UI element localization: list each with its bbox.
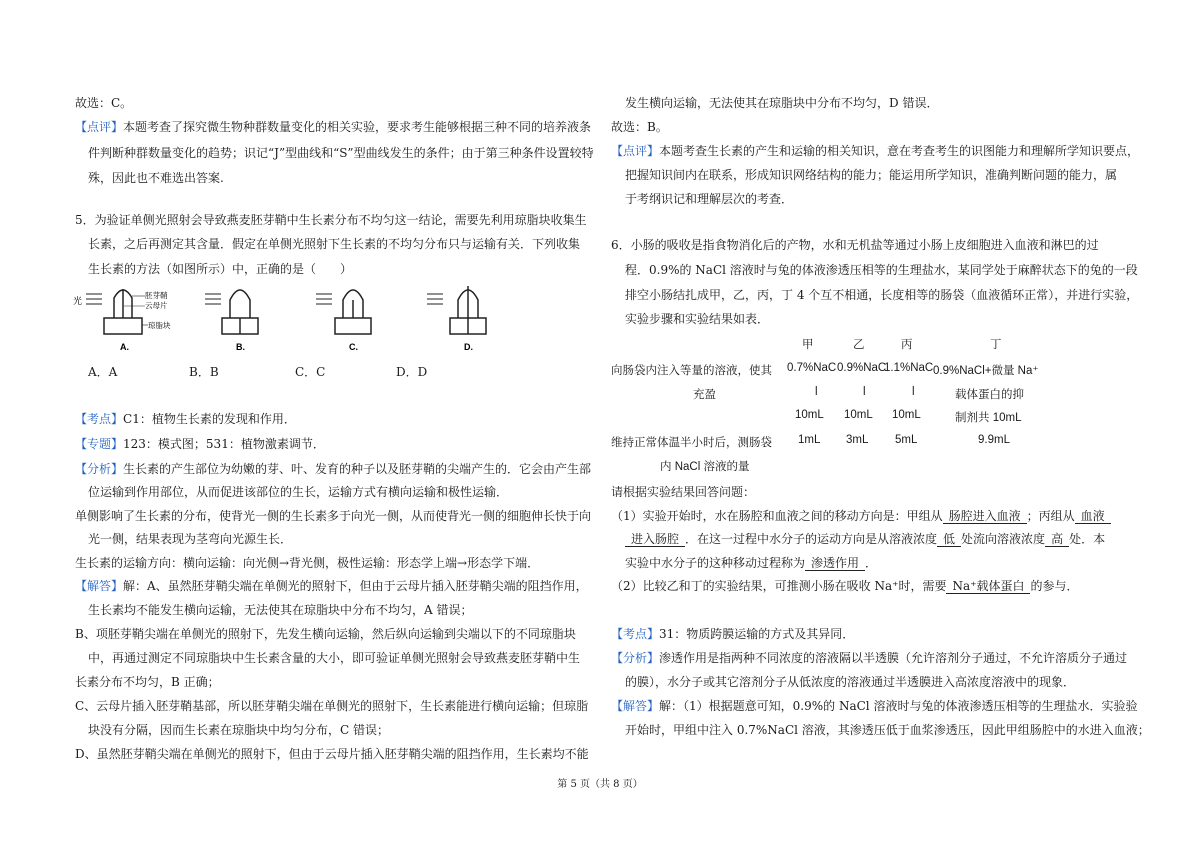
text: 处流向溶液浓度 (961, 532, 1046, 546)
comment-tag: 【点评】 (75, 120, 124, 134)
figure-d (427, 286, 486, 352)
answer-1-line-2 (625, 531, 1105, 547)
blank-answer: 渗透作用 (805, 556, 865, 571)
figure-letter-b: B. (236, 342, 245, 352)
text: ．在这一过程中水分子的运动方向是从溶液浓度 (685, 532, 938, 546)
figure-a (73, 289, 171, 352)
figure-letter-d: D. (464, 342, 473, 352)
table-header-jia: 甲 (802, 339, 814, 351)
table-cell: 10mL (892, 409, 921, 421)
r-comment-line-2: 把握知识间内在联系，形成知识网络结构的能力；能运用所学知识，准确判断问题的能力，属 (625, 168, 1118, 182)
r-fenxi-line-1 (611, 650, 1127, 666)
text: （1）实验开始时，水在肠腔和血液之间的移动方向是：甲组从 (611, 509, 943, 523)
comment-line-2: 件判断种群数量变化的趋势；识记“J”型曲线和“S”型曲线发生的条件；由于第三种条件设置较特 (88, 146, 594, 160)
question-5-line-1: 5．为验证单侧光照射会导致燕麦胚芽鞘中生长素分布不均匀这一结论，需要先利用琼脂块收集生 (75, 213, 587, 227)
blank-answer: 高 (1045, 532, 1069, 547)
table-cell: l (912, 386, 915, 398)
r-kaodian-line (611, 626, 854, 642)
table-row-2-label: 维持正常体温半小时后，测肠袋 (611, 437, 772, 449)
d-line-1: D、虽然胚芽鞘尖端在单侧光的照射下，但由于云母片插入胚芽鞘尖端的阻挡作用，生长素均不能 (75, 747, 589, 761)
table-cell: 1mL (798, 434, 821, 446)
text: ． (865, 556, 878, 570)
q6-line-1: 6．小肠的吸收是指食物消化后的产物，水和无机盐等通过小肠上皮细胞进入血液和淋巴的过 (611, 238, 1099, 252)
r-kaodian-tag: 【考点】 (611, 627, 660, 641)
r-fenxi-line-2: 的膜），水分子或其它溶剂分子从低浓度的溶液通过半透膜进入高浓度溶液中的现象． (625, 675, 1076, 689)
para-1-line-2: 光一侧，结果表现为茎弯向光源生长． (88, 532, 293, 546)
prompt-line: 请根据实验结果回答问题： (611, 485, 756, 499)
table-cell: 0.9%NaCl+微量 Na⁺ (933, 365, 1039, 377)
c-line-2: 块没有分隔，因而生长素在琼脂块中均匀分布，C 错误； (88, 723, 389, 737)
q6-line-4: 实验步骤和实验结果如表． (625, 312, 770, 326)
r-fenxi-text: 渗透作用是指两种不同浓度的溶液隔以半透膜（允许溶剂分子通过，不允许溶质分子通过 (659, 651, 1128, 665)
r-kaodian-text: 31：物质跨膜运输的方式及其异同． (659, 627, 855, 641)
para-2-line: 生长素的运输方向：横向运输：向光侧→背光侧，极性运输：形态学上端→形态学下端． (75, 556, 540, 570)
r-line-1: 发生横向运输，无法使其在琼脂块中分布不均匀，D 错误． (625, 96, 939, 110)
comment-line-3: 殊，因此也不难选出答案. (88, 171, 224, 185)
page-footer: 第 5 页（共 8 页） (557, 779, 643, 790)
question-5-line-2: 长素，之后再测定其含量．假定在单侧光照射下生长素的不均匀分布只与运输有关．下列收集 (88, 237, 581, 251)
blank-answer: 血液 (1075, 509, 1111, 524)
blank-answer: 肠腔进入血液 (943, 509, 1027, 524)
option-a: A．A (88, 365, 118, 379)
r-fenxi-tag: 【分析】 (611, 651, 660, 665)
label-mica: 云母片 (145, 301, 168, 310)
jieda-tag: 【解答】 (75, 579, 124, 593)
table-cell: 0.7%NaC (787, 362, 837, 374)
kaodian-tag: 【考点】 (75, 412, 124, 426)
answer-2-line (611, 578, 1078, 594)
kaodian-text: C1：植物生长素的发现和作用． (123, 412, 296, 426)
table-row-1-label-2: 充盈 (693, 389, 716, 401)
coleoptile-figure (70, 284, 500, 354)
c-line-1: C、云母片插入胚芽鞘基部，所以胚芽鞘尖端在单侧光的照射下，生长素能进行横向运输；但琼脂 (75, 699, 589, 713)
light-label: 光 (73, 296, 83, 306)
table-cell: 3mL (846, 434, 869, 446)
table-cell: 10mL (795, 409, 824, 421)
text: 实验中水分子的这种移动过程称为 (625, 556, 806, 570)
table-cell: 5mL (895, 434, 918, 446)
text: ；丙组从 (1026, 509, 1075, 523)
text: 处．本 (1069, 532, 1106, 546)
table-row-1-label: 向肠袋内注入等量的溶液，使其 (611, 365, 772, 377)
zhuanti-text: 123：模式图；531：植物激素调节． (123, 437, 325, 451)
table-cell: 载体蛋白的抑 (955, 389, 1024, 401)
table-cell: 1.1%NaC (884, 362, 934, 374)
figure-letter-c: C. (349, 342, 358, 352)
table-cell: l (815, 386, 818, 398)
comment-text: 本题考查了探究微生物种群数量变化的相关实验，要求考生能够根据三种不同的培养液条 (123, 120, 592, 134)
zhuanti-tag: 【专题】 (75, 437, 124, 451)
table-row-2-label-2: 内 NaCl 溶液的量 (660, 461, 750, 473)
r-comment-tag: 【点评】 (611, 144, 660, 158)
b-line-1: B、项胚芽鞘尖端在单侧光的照射下，先发生横向运输，然后纵向运输到尖端以下的不同琼脂块 (75, 627, 576, 641)
comment-line-1 (75, 119, 591, 135)
q6-line-2: 程．0.9%的 NaCl 溶液时与兔的体液渗透压相等的生理盐水，某同学处于麻醉状态下的兔的一段 (625, 263, 1138, 277)
option-b: B．B (189, 365, 219, 379)
blank-answer: Na⁺载体蛋白 (946, 579, 1030, 594)
r-jieda-line-2: 开始时，甲组中注入 0.7%NaCl 溶液，其渗透压低于血浆渗透压，因此甲组肠腔中的水进入血液； (625, 723, 1150, 737)
label-coleoptile: 胚芽鞘 (145, 291, 168, 300)
zhuanti-line (75, 436, 325, 452)
table-header-bing: 丙 (901, 339, 913, 351)
table-cell: 10mL (844, 409, 873, 421)
r-comment-text: 本题考查生长素的产生和运输的相关知识，意在考查考生的识图能力和理解所学知识要点， (659, 144, 1140, 158)
option-c: C．C (295, 365, 326, 379)
table-header-yi: 乙 (853, 339, 865, 351)
q6-line-3: 排空小肠结扎成甲，乙，丙，丁 4 个互不相通，长度相等的肠袋（血液循环正常），并进行实验， (625, 288, 1139, 302)
r-jieda-tag: 【解答】 (611, 699, 660, 713)
table-cell: 0.9%NaC (837, 362, 887, 374)
answer-1-line-3 (625, 555, 877, 571)
option-d: D．D (396, 365, 428, 379)
jieda-line-1 (75, 578, 588, 594)
table-header-ding: 丁 (990, 339, 1002, 351)
r-comment-line-1 (611, 143, 1139, 159)
blank-answer: 进入肠腔 (625, 532, 685, 547)
label-agar: 琼脂块 (148, 321, 171, 330)
fenxi-line-2: 位运输到作用部位，从而促进该部位的生长，运输方式有横向运输和极性运输． (88, 485, 509, 499)
jieda-text: 解：A、虽然胚芽鞘尖端在单侧光的照射下，但由于云母片插入胚芽鞘尖端的阻挡作用， (123, 579, 588, 593)
answer-1-line-1 (611, 508, 1111, 524)
fenxi-line-1 (75, 461, 591, 477)
blank-answer: 低 (937, 532, 961, 547)
question-5-line-3: 生长素的方法（如图所示）中，正确的是（ ） (88, 262, 353, 276)
table-cell: 9.9mL (978, 434, 1010, 446)
kaodian-line (75, 411, 296, 427)
r-jieda-line-1 (611, 698, 1137, 714)
jieda-line-2: 生长素均不能发生横向运输，无法使其在琼脂块中分布不均匀，A 错误； (88, 603, 473, 617)
fenxi-tag: 【分析】 (75, 462, 124, 476)
table-cell: l (863, 386, 866, 398)
answer-choice-line: 故选：C。 (75, 96, 133, 110)
r-comment-line-3: 于考纲识记和理解层次的考查． (625, 192, 794, 206)
r-line-2: 故选：B。 (611, 120, 668, 134)
para-1-line-1: 单侧影响了生长素的分布，使背光一侧的生长素多于向光一侧，从而使背光一侧的细胞伸长快于向 (75, 509, 592, 523)
r-jieda-text: 解：（1）根据题意可知，0.9%的 NaCl 溶液时与兔的体液渗透压相等的生理盐水．实验验 (659, 699, 1138, 713)
text: （2）比较乙和丁的实验结果，可推测小肠在吸收 Na⁺时，需要 (611, 579, 947, 593)
figure-c (316, 290, 371, 352)
b-line-3: 长素分布不均匀，B 正确； (75, 675, 220, 689)
fenxi-text: 生长素的产生部位为幼嫩的芽、叶、发育的种子以及胚芽鞘的尖端产生的．它会由产生部 (123, 462, 592, 476)
figure-letter-a: A. (120, 342, 129, 352)
figure-b (205, 290, 258, 352)
text: 的参与． (1030, 579, 1079, 593)
table-cell: 制剂共 10mL (955, 412, 1022, 424)
b-line-2: 中，再通过测定不同琼脂块中生长素含量的大小，即可验证单侧光照射会导致燕麦胚芽鞘中生 (88, 651, 581, 665)
